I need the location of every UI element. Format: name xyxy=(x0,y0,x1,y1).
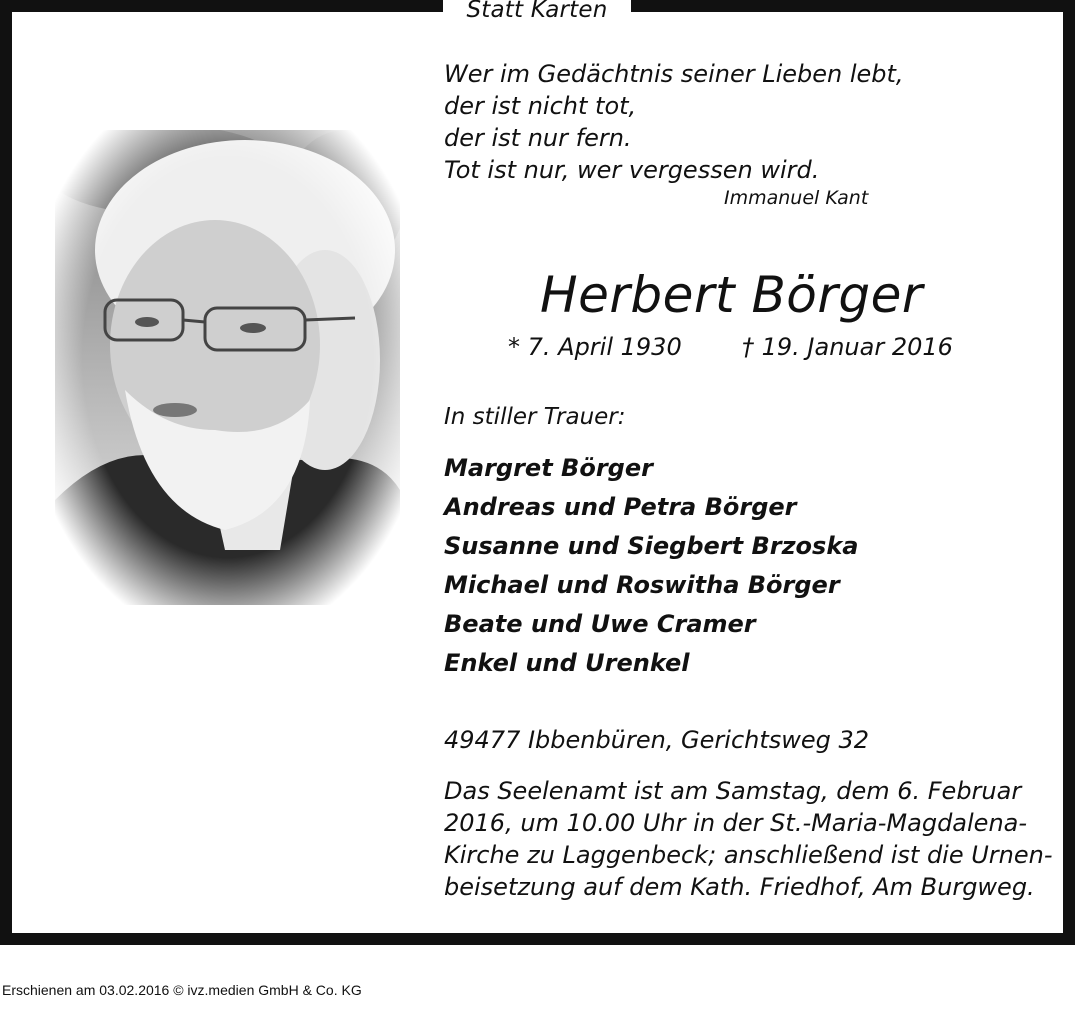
mourners-list xyxy=(444,449,858,683)
quote-line: Tot ist nur, wer vergessen wird. xyxy=(444,156,820,184)
quote-author: Immanuel Kant xyxy=(724,187,869,209)
mourner-item: Beate und Uwe Cramer xyxy=(444,610,756,638)
quote-line: der ist nicht tot, xyxy=(444,92,637,120)
service-line: Das Seelenamt ist am Samstag, dem 6. Februar xyxy=(444,777,1022,805)
frame-border-top-right xyxy=(631,0,1075,12)
birth-date: * 7. April 1930 xyxy=(508,333,682,361)
portrait-photo xyxy=(55,130,400,605)
service-line: Kirche zu Laggenbeck; anschließend ist die Urnen- xyxy=(444,841,1053,869)
mourner-item: Margret Börger xyxy=(444,454,653,482)
frame-border-top-left xyxy=(0,0,443,12)
service-info xyxy=(444,775,1053,903)
deceased-name: Herbert Börger xyxy=(540,266,923,324)
service-line: beisetzung auf dem Kath. Friedhof, Am Burgweg. xyxy=(444,873,1035,901)
frame-border-right xyxy=(1063,0,1075,945)
frame-border-left xyxy=(0,0,12,945)
mourner-item: Susanne und Siegbert Brzoska xyxy=(444,532,859,560)
mourning-label: In stiller Trauer: xyxy=(444,404,626,430)
address: 49477 Ibbenbüren, Gerichtsweg 32 xyxy=(444,726,870,754)
quote-line: der ist nur fern. xyxy=(444,124,632,152)
mourner-item: Andreas und Petra Börger xyxy=(444,493,797,521)
service-line: 2016, um 10.00 Uhr in der St.-Maria-Magdalena- xyxy=(444,809,1028,837)
mourner-item: Michael und Roswitha Börger xyxy=(444,571,840,599)
quote-line: Wer im Gedächtnis seiner Lieben lebt, xyxy=(444,60,904,88)
publication-credit: Erschienen am 03.02.2016 © ivz.medien GmbH & Co. KG xyxy=(2,982,362,998)
quote xyxy=(444,58,904,186)
frame-border-bottom xyxy=(0,933,1075,945)
mourner-item: Enkel und Urenkel xyxy=(444,649,690,677)
death-date: † 19. Januar 2016 xyxy=(742,333,953,361)
header-label: Statt Karten xyxy=(466,0,608,23)
